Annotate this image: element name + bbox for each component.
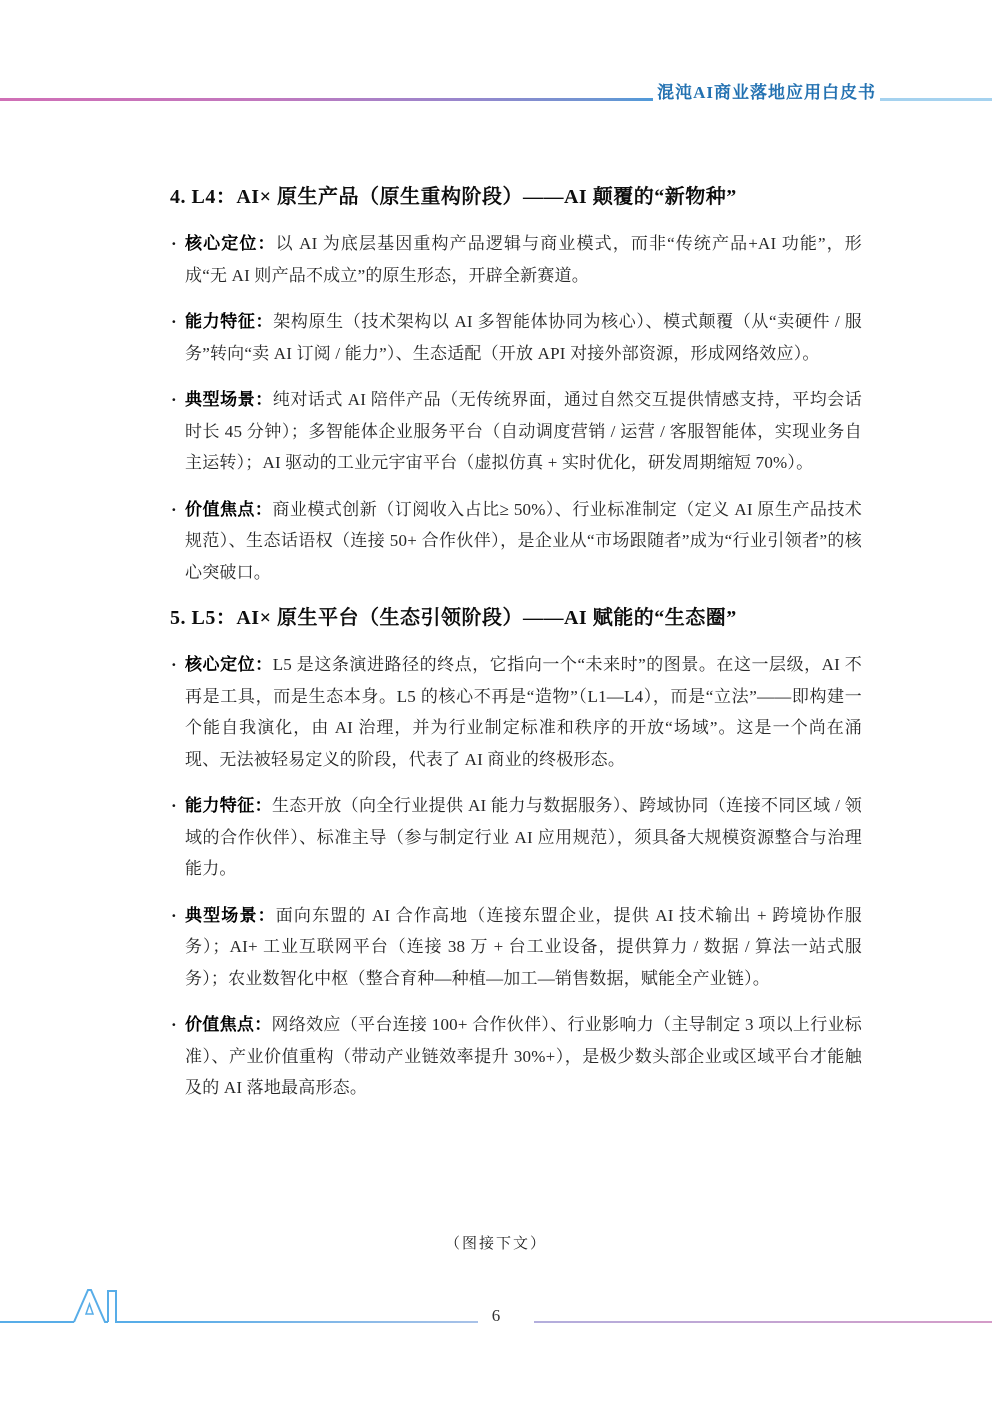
- section-l4: [170, 182, 862, 588]
- bullet-label: 核心定位：: [185, 655, 273, 674]
- bullet-text: 商业模式创新（订阅收入占比≥ 50%）、行业标准制定（定义 AI 原生产品技术规范）、生态话语权（连接 50+ 合作伙伴），是企业从“市场跟随者”成为“行业引领者”的核心突破口。: [185, 499, 863, 582]
- bullet-text: 以 AI 为底层基因重构产品逻辑与商业模式，而非“传统产品+AI 功能”，形成“无 AI 则产品不成立”的原生形态，开辟全新赛道。: [185, 234, 862, 285]
- bullet-label: 典型场景：: [185, 390, 273, 409]
- bullet-core-positioning: [170, 228, 862, 291]
- bullet-label: 能力特征：: [185, 796, 273, 815]
- bullet-text: 纯对话式 AI 陪伴产品（无传统界面，通过自然交互提供情感支持，平均会话时长 45 分钟）；多智能体企业服务平台（自动调度营销 / 运营 / 客服智能体，实现业务自主运转）；AI 驱动的工业元宇宙平台（虚拟仿真 + 实时优化，研发周期缩短 70%）。: [185, 390, 863, 472]
- document-title: 混沌AI商业落地应用白皮书: [657, 83, 876, 102]
- page-header: [0, 82, 992, 104]
- page-number: 6: [491, 1306, 501, 1325]
- bullet-value-focus: [170, 1009, 862, 1104]
- bullet-text: L5 是这条演进路径的终点，它指向一个“未来时”的图景。在这一层级，AI 不再是工具，而是生态本身。L5 的核心不再是“造物”（L1—L4），而是“立法”——即构建一个能自我演化，由 AI 治理，并为行业制定标准和秩序的开放“场域”。这是一个尚在涌现、无法被轻易定义的阶段，代表了 AI 商业的终极形态。: [185, 655, 863, 769]
- bullet-label: 核心定位：: [185, 234, 276, 253]
- bullet-label: 典型场景：: [185, 905, 276, 925]
- bullet-capability-traits: [170, 306, 862, 369]
- section-heading-l5: 5. L5：AI× 原生平台（生态引领阶段）——AI 赋能的“生态圈”: [170, 607, 737, 629]
- bullet-value-focus: [170, 494, 862, 589]
- page-content: [170, 182, 862, 1119]
- section-l5: [170, 603, 862, 1104]
- bullet-label: 能力特征：: [185, 312, 274, 331]
- bullet-typical-scenarios: [170, 384, 862, 479]
- figure-continuation-note: （图接下文）: [444, 1236, 547, 1252]
- bullet-label: 价值焦点：: [185, 1015, 272, 1034]
- bullet-text: 网络效应（平台连接 100+ 合作伙伴）、行业影响力（主导制定 3 项以上行业标准）、产业价值重构（带动产业链效率提升 30%+），是极少数头部企业或区域平台才能触及的 AI 落地最高形态。: [185, 1015, 863, 1097]
- bullet-label: 价值焦点：: [185, 499, 273, 519]
- bullet-text: 生态开放（向全行业提供 AI 能力与数据服务）、跨域协同（连接不同区域 / 领域的合作伙伴）、标准主导（参与制定行业 AI 应用规范），须具备大规模资源整合与治理能力。: [185, 796, 863, 878]
- header-rule-left: [0, 98, 653, 101]
- bullet-text: 架构原生（技术架构以 AI 多智能体协同为核心）、模式颠覆（从“卖硬件 / 服务”转向“卖 AI 订阅 / 能力”）、生态适配（开放 API 对接外部资源，形成网络效应）。: [185, 312, 862, 363]
- bullet-typical-scenarios: [170, 900, 862, 995]
- header-rule-right: [880, 98, 992, 101]
- bullet-text: 面向东盟的 AI 合作高地（连接东盟企业，提供 AI 技术输出 + 跨境协作服务）；AI+ 工业互联网平台（连接 38 万 + 台工业设备，提供算力 / 数据 / 算法一站式服务）；农业数智化中枢（整合育种—种植—加工—销售数据，赋能全产业链）。: [185, 905, 863, 988]
- section-heading-l4: 4. L4：AI× 原生产品（原生重构阶段）——AI 颠覆的“新物种”: [170, 186, 737, 208]
- bullet-capability-traits: [170, 790, 862, 885]
- bullet-core-positioning: [170, 649, 862, 775]
